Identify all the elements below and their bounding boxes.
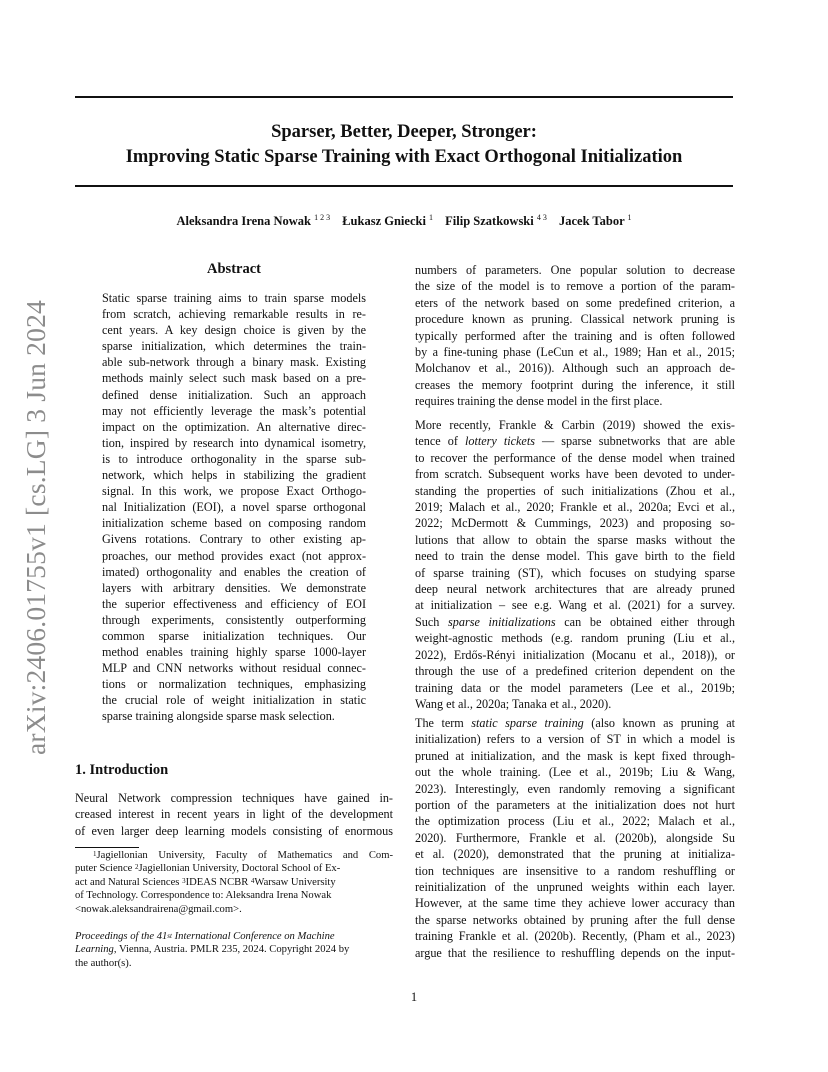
body-line: creased interest in recent years in light of the development (75, 807, 393, 822)
body-line: initialization) refers to a version of ST in which a model is (415, 732, 735, 747)
body-line: et al. (2020), demonstrated that the pruning at initializa- (415, 847, 735, 862)
body-line: training data or the model parameters (Lee et al., 2019b; (415, 680, 735, 695)
body-line: argue that the resilience to reshuffling depends on the input- (415, 945, 735, 960)
body-line: creases the memory footprint during the inference, it still (415, 377, 735, 392)
author-name: Filip Szatkowski (445, 214, 534, 228)
body-line: training Frankle et al. (2020b). Recently, (Pham et al., 2023) (415, 929, 735, 944)
author-affiliation: 4 3 (536, 213, 547, 222)
author-2 (342, 214, 433, 228)
abstract-line: network, which helps in stabilizing the gradient (102, 468, 366, 483)
author-affiliation: 1 (627, 213, 632, 222)
body-line: at initialization – see e.g. Wang et al. (2021) for a survey. (415, 598, 735, 613)
proceedings-line: the author(s). (75, 957, 132, 969)
footnote-marker: 1 (93, 850, 97, 858)
abstract-line: defined dense initialization. Such an approach (102, 387, 366, 402)
footnote-text: puter Science (75, 863, 136, 875)
body-line: procedure known as pruning. Classical network pruning is (415, 312, 735, 327)
footnote-rule (75, 847, 139, 848)
footnote-line (75, 876, 393, 889)
body-line: by a fine-tuning phase (LeCun et al., 1989; Han et al., 2015; (415, 345, 735, 360)
body-line: 2022; McDermott & Cummings, 2023) and proposing so- (415, 516, 735, 531)
proceedings-line (75, 930, 393, 943)
body-line: However, at the same time they achieve lower accuracy than (415, 896, 735, 911)
body-line: from scratch. Subsequent works have been devoted to under- (415, 467, 735, 482)
right-column-paragraph-1 (415, 262, 735, 410)
body-line: need to train the dense model. This gave birth to the field (415, 549, 735, 564)
footnote-text: Jagiellonian University, Doctoral School of Ex- (138, 863, 341, 875)
footnote-marker: 2 (135, 863, 139, 872)
section-heading-introduction: 1. Introduction (75, 762, 169, 778)
body-line: Neural Network compression techniques have gained in- (75, 791, 393, 805)
body-line: typically performed after the training and is often followed (415, 328, 735, 343)
proceedings-ordinal: st (167, 932, 172, 940)
body-line: standing the properties of such initializations (Zhou et al., (415, 483, 735, 498)
abstract-line: Givens rotations. Contrary to other existing ap- (102, 532, 366, 547)
body-line: out the whole training. (Lee et al., 2019b; Liu & Wang, (415, 765, 735, 780)
body-line: requires training the dense model in the first place. (415, 394, 663, 409)
body-line: the sparse networks obtained by pruning after the full dense (415, 912, 735, 927)
body-line: deep neural network architectures that are already pruned (415, 582, 735, 597)
author-affiliation: 1 (429, 213, 434, 222)
abstract-heading: Abstract (207, 261, 261, 277)
introduction-paragraph (75, 790, 393, 839)
body-text: — sparse subnetworks that are able (534, 434, 735, 449)
proceedings-text: Proceedings of the (75, 931, 157, 942)
author-1 (176, 214, 330, 228)
footnote-marker: 4 (250, 876, 255, 885)
body-text: can be obtained either through (555, 614, 735, 629)
footnote-text: Jagiellonian University, Faculty of Mathematics and Com- (96, 850, 393, 861)
abstract-line: sparse initialization, which determines the train- (102, 339, 366, 354)
body-line: tion techniques are insensitive to a random reshuffling or (415, 863, 735, 878)
body-line: numbers of parameters. One popular solution to decrease (415, 263, 735, 277)
abstract-line: is to introduce orthogonality in the sparse sub- (102, 451, 366, 466)
body-line (415, 715, 735, 731)
proceedings-text: , Vienna, Austria. PMLR 235, 2024. Copyright 2024 by (113, 944, 350, 956)
abstract-line: method enables training highly sparse 1000-layer (102, 645, 366, 660)
author-name: Aleksandra Irena Nowak (176, 214, 311, 228)
body-text: Such (415, 614, 449, 629)
abstract-line: common sparse initialization techniques. Our (102, 628, 366, 643)
author-name: Łukasz Gniecki (342, 214, 426, 228)
body-line: 2022), Erdős-Rényi initialization (Mocanu et al., 2018)), or (415, 647, 735, 662)
body-line: lutions that allow to obtain the sparse masks without the (415, 532, 735, 547)
body-line: More recently, Frankle & Carbin (2019) showed the exis- (415, 418, 735, 432)
emphasized-term: sparse initializations (448, 614, 556, 629)
title-bottom-rule (75, 185, 733, 187)
body-line (415, 433, 735, 449)
abstract-line: proaches, our method provides exact (not approx- (102, 548, 366, 563)
abstract-line: the crucial role of weight initialization in static (102, 693, 366, 708)
body-line: 2020). Furthermore, Frankle et al. (2020b), alongside Su (415, 830, 735, 845)
body-line: the size of the model is to remove a portion of the param- (415, 279, 735, 294)
author-affiliation: 1 2 3 (314, 213, 331, 222)
footnote-marker: 3 (182, 876, 186, 885)
footnote-email: <nowak.aleksandrairena@gmail.com>. (75, 903, 242, 915)
body-line: eters of the network based on some predefined criterion, a (415, 295, 735, 310)
right-column-paragraph-3 (415, 715, 735, 961)
author-list (75, 214, 733, 229)
footnote-text: Warsaw University (254, 876, 336, 888)
abstract-line: sparse training alongside sparse mask selection. (102, 709, 335, 724)
proceedings-number: 41 (156, 931, 168, 942)
title-line-2: Improving Static Sparse Training with Exact Orthogonal Initialization (125, 147, 683, 167)
abstract-line: may not efficiently leverage the mask’s potential (102, 403, 366, 418)
abstract-line: through experiments, consistently outperforming (102, 612, 366, 627)
abstract-line: methods mainly select such mask based on a pre- (102, 371, 366, 386)
proceedings-note (75, 930, 393, 970)
body-line: to recover the performance of the dense model when trained (415, 450, 735, 465)
body-line: Wang et al., 2020a; Tanaka et al., 2020). (415, 696, 612, 711)
body-line: Molchanov et al., 2016)). Although such an approach de- (415, 361, 735, 376)
abstract-line: imated) orthogonality and enables the creation of (102, 564, 366, 579)
body-line: of even larger deep learning models consisting of enormous (75, 823, 393, 838)
body-line: portion of the parameters at the initialization does not hurt (415, 798, 735, 813)
author-4 (559, 214, 632, 228)
footnote-line (75, 849, 393, 862)
abstract-line: MLP and CNN networks without residual connec- (102, 661, 366, 676)
body-line: pruned at initialization, and the mask is kept fixed through- (415, 748, 735, 763)
abstract-line: impact on the optimization. An alternative direc- (102, 419, 366, 434)
body-line: of sparse training (ST), which focuses on studying sparse (415, 565, 735, 580)
affiliation-footnote (75, 849, 393, 916)
body-line (415, 614, 735, 630)
footnote-text: IDEAS NCBR (185, 876, 251, 888)
footnote-line: of Technology. Correspondence to: Aleksandra Irena Nowak (75, 890, 332, 902)
abstract-line: nal Initialization (EOI), a novel sparse orthogonal (102, 500, 366, 515)
body-line: 2023). Interestingly, even randomly removing a significant (415, 781, 735, 796)
page-number: 1 (410, 990, 418, 1004)
abstract-line: from scratch, achieving remarkable results in re- (102, 307, 366, 322)
body-line: reinitialization of the unpruned weights within each layer. (415, 880, 735, 895)
footnote-line (75, 862, 393, 875)
abstract-line: layers with arbitrary densities. We demonstrate (102, 580, 366, 595)
emphasized-term: static sparse training (471, 716, 584, 730)
paper-title (75, 120, 733, 170)
body-line: through the use of a predefined criterion dependent on the (415, 664, 735, 679)
author-3 (445, 214, 547, 228)
abstract-line: tions or normalization techniques, emphasizing (102, 677, 366, 692)
footnote-text: act and Natural Sciences (75, 876, 183, 888)
abstract-line: the superior effectiveness and efficiency of EOI (102, 596, 366, 611)
body-line: 2019; Malach et al., 2020; Frankle et al., 2020a; Evci et al., (415, 500, 735, 515)
body-line: the optimization process (Liu et al., 2022; Malach et al., (415, 814, 735, 829)
proceedings-line (75, 943, 393, 956)
emphasized-term: lottery tickets (464, 434, 535, 449)
title-top-rule (75, 96, 733, 98)
proceedings-text: Learning (75, 944, 114, 956)
author-name: Jacek Tabor (558, 214, 625, 228)
arxiv-identifier-stamp: arXiv:2406.01755v1 [cs.LG] 3 Jun 2024 (20, 300, 51, 755)
abstract-line: Static sparse training aims to train sparse models (102, 291, 366, 305)
abstract-line: cent years. A key design choice is given by the (102, 323, 366, 338)
title-line-1: Sparser, Better, Deeper, Stronger: (271, 122, 537, 142)
abstract-body (102, 290, 366, 725)
abstract-line: able sub-network through a binary mask. Existing (102, 355, 366, 370)
body-line: weight-agnostic methods (e.g. random pruning (Liu et al., (415, 631, 735, 646)
body-text: (also known as pruning at (583, 716, 735, 730)
abstract-line: signal. In this work, we propose Exact Orthogo- (102, 484, 366, 499)
abstract-line: tion, inspired by research into dynamical isometry, (102, 435, 366, 450)
proceedings-text: International Conference on Machine (171, 931, 335, 942)
right-column-paragraph-2 (415, 417, 735, 712)
abstract-line: initialization scheme based on composing random (102, 516, 366, 531)
body-text: The term (415, 716, 472, 730)
body-text: tence of (415, 434, 465, 449)
